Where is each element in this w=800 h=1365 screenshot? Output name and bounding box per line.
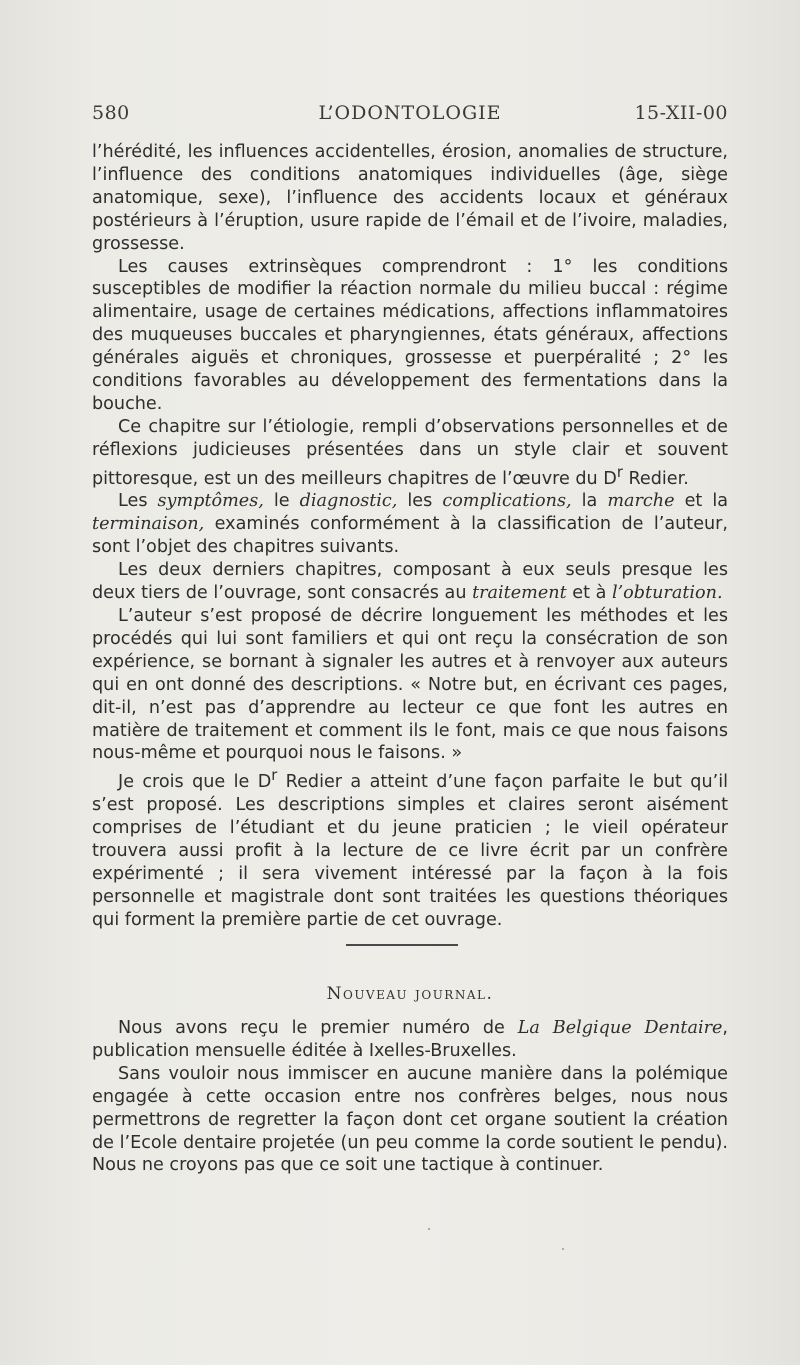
text-run: , publication mensuelle éditée à Ixelles-Bruxelles. xyxy=(92,1018,728,1061)
paragraph-author-methods: L’auteur s’est proposé de décrire longuement les méthodes et les procédés qui lui sont familiers et qui ont reçu la consécration de son expérience, se bornant à signaler les autres et à renvoyer aux auteurs qui en ont donné des descriptions. « Notre but, en écrivant ces pages, dit-il, n’est pas d’apprendre au lecteur ce que font les autres en matière de traitement et comment ils le font, mais ce que nous faisons nous-même et pourquoi nous le faisons. » xyxy=(92,605,728,764)
text-run: Redier a atteint d’une façon parfaite le but qu’il s’est proposé. Les descriptions simples et claires seront aisément comprises de l’étudiant et du jeune praticien ; le vieil opérateur trouvera aussi profit à la lecture de ce livre écrit par un confrère expérimenté ; il sera vivement intéressé par la façon à la fois personnelle et magistrale dont sont traitées les questions théoriques qui forment la première partie de cet ouvrage. xyxy=(92,772,728,930)
paragraph-heredity: l’hérédité, les influences accidentelles, érosion, anomalies de structure, l’influence des conditions anatomiques individuelles (âge, siège anatomique, sexe), l’influence des accidents locaux et généraux postérieurs à l’éruption, usure rapide de l’émail et de l’ivoire, maladies, grossesse. xyxy=(92,142,728,254)
text-run: et à xyxy=(566,583,612,604)
paper-speck xyxy=(428,1228,430,1230)
italic-term: marche xyxy=(607,491,675,512)
superscript: r xyxy=(271,767,278,785)
text-run: Ce chapitre sur l’étiologie, rempli d’observations personnelles et de réflexions judicieuses présentées dans un style clair et souvent pittoresque, est un des meilleurs chapitres de l’œuvre du D xyxy=(92,416,728,489)
news-text xyxy=(92,1017,728,1177)
text-run: le xyxy=(263,491,300,512)
issue-date: 15-XII-00 xyxy=(634,102,728,124)
text-run: Redier. xyxy=(622,468,689,489)
paragraph-conclusion xyxy=(92,765,728,931)
paragraph-chapters xyxy=(92,490,728,559)
italic-term: l’obturation. xyxy=(611,583,723,604)
text-run: Nous avons reçu le premier numéro de xyxy=(118,1018,518,1038)
text-run: examinés conformément à la classification de l’auteur, sont l’objet des chapitres suivants. xyxy=(92,514,728,558)
journal-name: La Belgique Dentaire xyxy=(517,1018,723,1038)
journal-title: L’ODONTOLOGIE xyxy=(318,102,502,124)
section-divider xyxy=(346,944,458,946)
running-head xyxy=(92,102,728,132)
text-run: la xyxy=(571,491,608,512)
paragraph-new-journal xyxy=(92,1017,728,1063)
text-run: Les deux derniers chapitres, composant à eux seuls presque les deux tiers de l’ouvrage, sont consacrés au xyxy=(92,560,728,604)
text-run: les xyxy=(397,491,443,512)
italic-term: terminaison, xyxy=(92,514,205,535)
italic-term: diagnostic, xyxy=(299,491,398,512)
page-number: 580 xyxy=(92,102,130,124)
text-run: Les xyxy=(118,491,158,512)
section-heading: Nouveau journal. xyxy=(326,984,494,1004)
paragraph-etiology-chapter xyxy=(92,416,728,491)
superscript: r xyxy=(616,463,623,481)
paragraph-polemic: Sans vouloir nous immiscer en aucune manière dans la polémique engagée à cette occasion entre nos confrères belges, nous nous permettrons de regretter la façon dont cet organe soutient la création de l’Ecole dentaire projetée (un peu comme la corde soutient le pendu). Nous ne croyons pas que ce soit une tactique à continuer. xyxy=(92,1063,728,1176)
paragraph-extrinsic-causes: Les causes extrinsèques comprendront : 1° les conditions susceptibles de modifier la réaction normale du milieu buccal : régime alimentaire, usage de certaines médications, affections inflammatoires des muqueuses buccales et pharyngiennes, états généraux, affections générales aiguës et chroniques, grossesse et puerpéralité ; 2° les conditions favorables au développement des fermentations dans la bouche. xyxy=(92,256,728,414)
italic-term: traitement xyxy=(472,583,567,604)
text-run: et la xyxy=(674,491,729,512)
review-text xyxy=(92,141,728,932)
italic-term: symptômes, xyxy=(157,491,264,512)
text-run: Je crois que le D xyxy=(118,772,272,793)
paper-speck xyxy=(562,1248,564,1250)
paragraph-last-chapters xyxy=(92,559,728,605)
italic-term: complications, xyxy=(442,491,572,512)
